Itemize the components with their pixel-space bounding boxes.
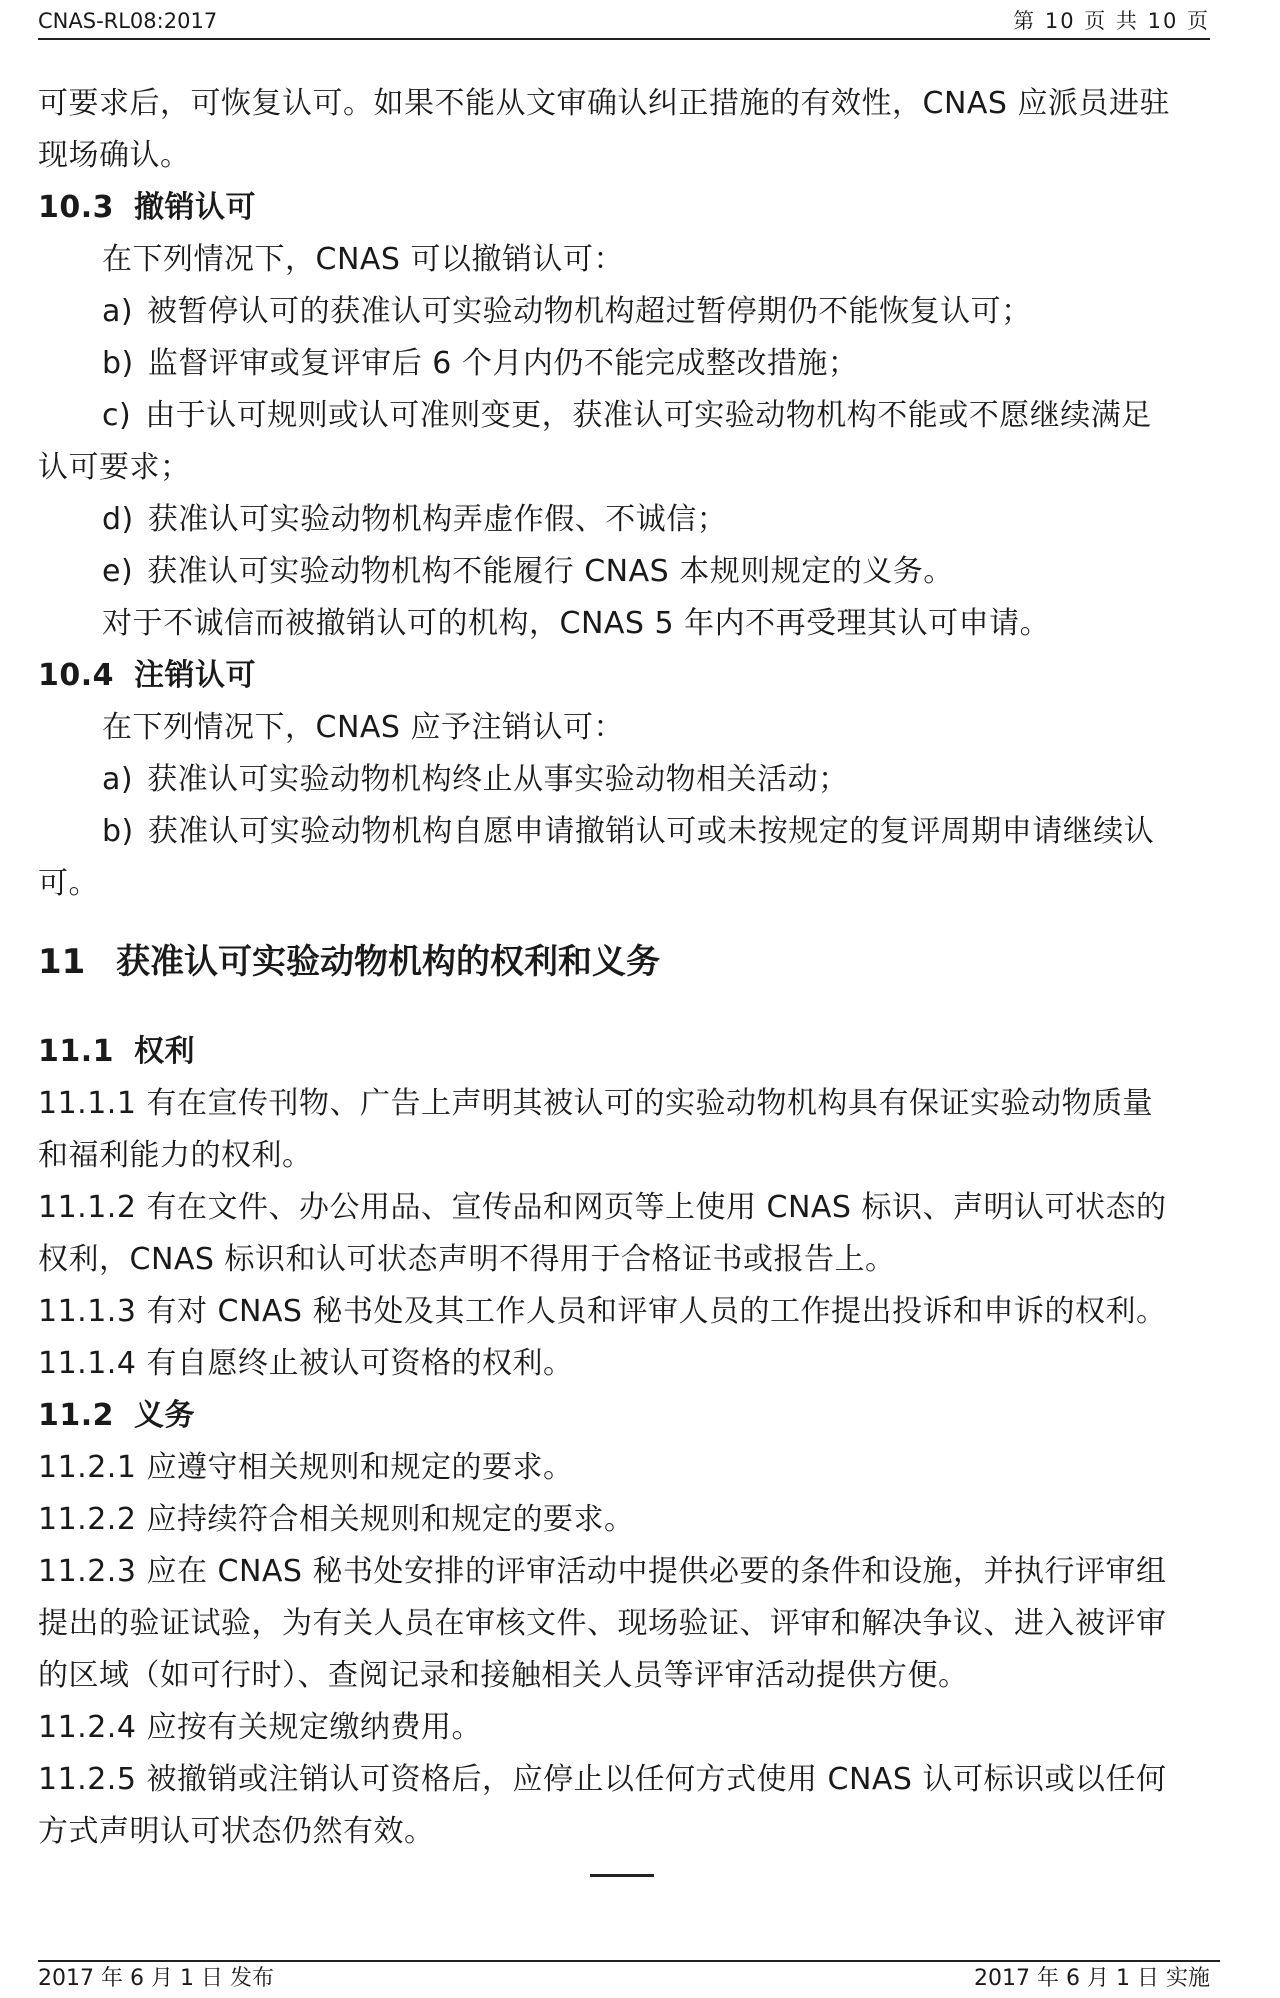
list-item-label: c): [102, 398, 132, 433]
clause-line: 11.2.3 应在 CNAS 秘书处安排的评审活动中提供必要的条件和设施，并执行评审组: [38, 1554, 1167, 1589]
section-title: 权利: [134, 1034, 195, 1069]
footer-rule: [38, 1960, 1220, 1962]
list-item: a) 被暂停认可的获准认可实验动物机构超过暂停期仍不能恢复认可；: [102, 294, 1032, 329]
list-item-label: b): [102, 814, 134, 849]
clause-line: 11.2.1 应遵守相关规则和规定的要求。: [38, 1450, 574, 1485]
clause-line: 11.2.2 应持续符合相关规则和规定的要求。: [38, 1502, 635, 1537]
clause-line: 11.1.4 有自愿终止被认可资格的权利。: [38, 1346, 574, 1381]
list-item: b) 获准认可实验动物机构自愿申请撤销认可或未按规定的复评周期申请继续认: [102, 814, 1155, 849]
section-title: 注销认可: [134, 658, 256, 693]
chapter-heading-11: [38, 932, 1210, 992]
section-title: 义务: [134, 1398, 195, 1433]
clause-line: 11.2.5 被撤销或注销认可资格后，应停止以任何方式使用 CNAS 认可标识或以任何: [38, 1762, 1167, 1797]
clause-line: 方式声明认可状态仍然有效。: [38, 1814, 435, 1849]
list-item-label: a): [102, 294, 134, 329]
issue-date: 2017 年 6 月 1 日 发布: [38, 1966, 274, 1991]
clause-line: 11.1.1 有在宣传刊物、广告上声明其被认可的实验动物机构具有保证实验动物质量: [38, 1086, 1153, 1121]
paragraph-line: 在下列情况下，CNAS 应予注销认可：: [102, 710, 624, 745]
paragraph-line: 在下列情况下，CNAS 可以撤销认可：: [102, 242, 624, 277]
clause-line: 和福利能力的权利。: [38, 1138, 313, 1173]
clause-line: 11.2.4 应按有关规定缴纳费用。: [38, 1710, 482, 1745]
clause-line: 权利，CNAS 标识和认可状态声明不得用于合格证书或报告上。: [38, 1242, 896, 1277]
chapter-title: 获准认可实验动物机构的权利和义务: [116, 942, 660, 982]
clause-line: 提出的验证试验，为有关人员在审核文件、现场验证、评审和解决争议、进入被评审: [38, 1606, 1167, 1641]
page-number: 第 10 页 共 10 页: [1013, 9, 1210, 33]
list-item-continuation: 认可要求；: [38, 450, 191, 485]
section-heading-10-4: [38, 650, 1210, 702]
paragraph-line: 可要求后，可恢复认可。如果不能从文审确认纠正措施的有效性，CNAS 应派员进驻: [38, 86, 1170, 121]
header-rule: [38, 38, 1210, 40]
section-heading-10-3: [38, 182, 1210, 234]
clause-line: 的区域（如可行时）、查阅记录和接触相关人员等评审活动提供方便。: [38, 1658, 969, 1693]
list-item-label: e): [102, 554, 134, 589]
section-heading-11-2: [38, 1390, 1210, 1442]
list-item: b) 监督评审或复评审后 6 个月内仍不能完成整改措施；: [102, 346, 859, 381]
list-item: c) 由于认可规则或认可准则变更，获准认可实验动物机构不能或不愿继续满足: [102, 398, 1152, 433]
page-header: [38, 4, 1210, 38]
section-number: 10.3: [38, 190, 115, 225]
list-item-label: b): [102, 346, 134, 381]
list-item-label: d): [102, 502, 134, 537]
list-item-label: a): [102, 762, 134, 797]
end-of-document-mark: [590, 1874, 654, 1877]
chapter-number: 11: [38, 942, 86, 982]
list-item-continuation: 可。: [38, 866, 99, 901]
paragraph-line: 对于不诚信而被撤销认可的机构，CNAS 5 年内不再受理其认可申请。: [102, 606, 1051, 641]
clause-line: 11.1.2 有在文件、办公用品、宣传品和网页等上使用 CNAS 标识、声明认可状态的: [38, 1190, 1167, 1225]
section-heading-11-1: [38, 1026, 1210, 1078]
list-item: d) 获准认可实验动物机构弄虚作假、不诚信；: [102, 502, 728, 537]
section-title: 撤销认可: [134, 190, 256, 225]
section-number: 11.1: [38, 1034, 115, 1069]
page-footer: [38, 1963, 1210, 1997]
document-code: CNAS-RL08:2017: [38, 9, 218, 33]
list-item: e) 获准认可实验动物机构不能履行 CNAS 本规则规定的义务。: [102, 554, 954, 589]
paragraph-line: 现场确认。: [38, 138, 191, 173]
section-number: 10.4: [38, 658, 115, 693]
document-body: [38, 78, 1210, 1858]
list-item: a) 获准认可实验动物机构终止从事实验动物相关活动；: [102, 762, 849, 797]
clause-line: 11.1.3 有对 CNAS 秘书处及其工作人员和评审人员的工作提出投诉和申诉的权利。: [38, 1294, 1167, 1329]
section-number: 11.2: [38, 1398, 115, 1433]
implementation-date: 2017 年 6 月 1 日 实施: [974, 1966, 1210, 1991]
